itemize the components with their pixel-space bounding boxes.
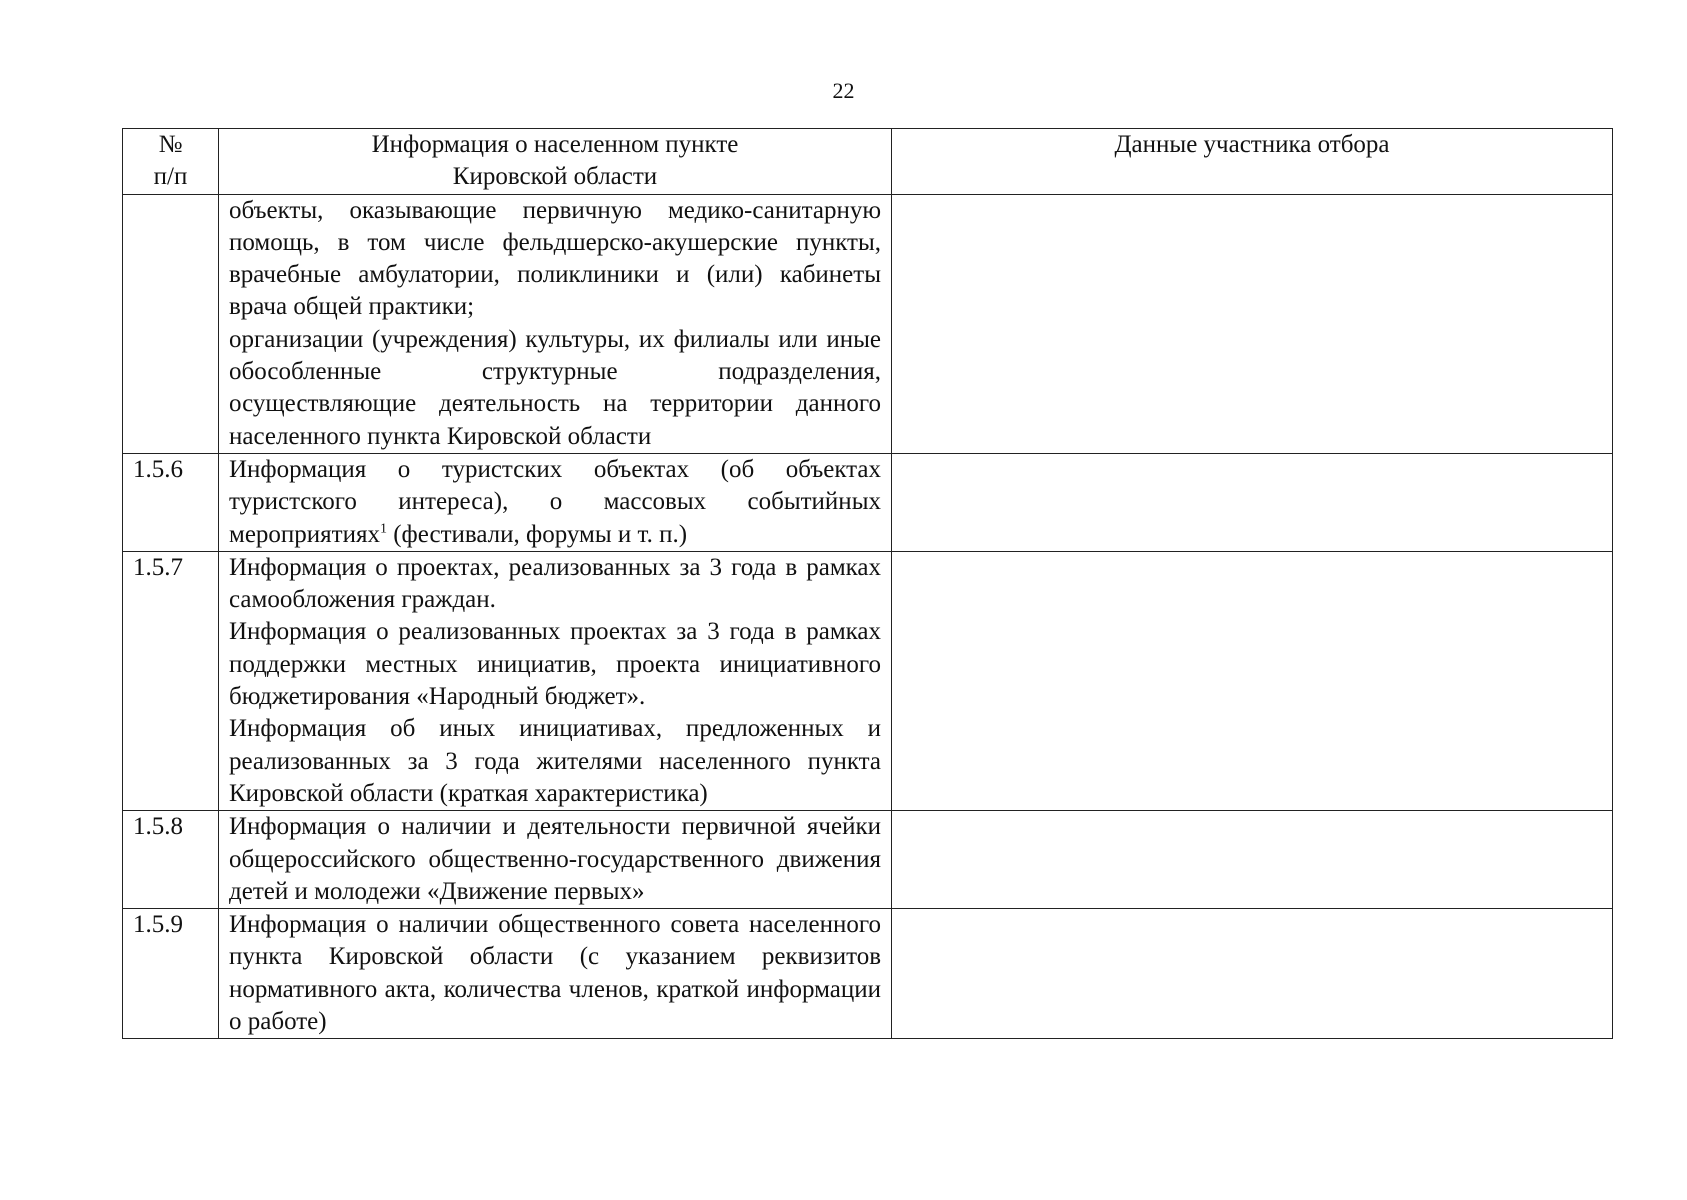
header-number bbox=[123, 129, 219, 195]
row-info-text: Информация о туристских объектах (об объектах туристского интереса), о массовых событийных мероприятиях bbox=[229, 455, 881, 548]
row-info-paragraph: Информация о наличии и деятельности первичной ячейки общероссийского общественно-государственного движения детей и молодежи «Движение первых» bbox=[229, 813, 881, 905]
participant-data-cell[interactable] bbox=[892, 453, 1613, 551]
row-info bbox=[219, 811, 892, 909]
row-number: 1.5.7 bbox=[123, 551, 219, 810]
table-row bbox=[123, 194, 1613, 453]
row-info-paragraph: организации (учреждения) культуры, их филиалы или иные обособленные структурные подразделения, осуществляющие деятельность на территории данного населенного пункта Кировской области bbox=[229, 325, 881, 450]
row-number bbox=[123, 194, 219, 453]
header-participant-data bbox=[892, 129, 1613, 195]
row-number: 1.5.8 bbox=[123, 811, 219, 909]
row-info bbox=[219, 909, 892, 1039]
table-row bbox=[123, 909, 1613, 1039]
row-info bbox=[219, 194, 892, 453]
table-header-row bbox=[123, 129, 1613, 195]
header-number-symbol: № bbox=[158, 131, 183, 158]
footnote-reference[interactable]: 1 bbox=[379, 521, 387, 537]
row-info bbox=[219, 551, 892, 810]
header-participant-data-label: Данные участника отбора bbox=[1114, 131, 1390, 158]
row-info-paragraph: Информация о проектах, реализованных за 3 года в рамках самообложения граждан. bbox=[229, 553, 881, 614]
row-info bbox=[219, 453, 892, 551]
participant-data-cell[interactable] bbox=[892, 194, 1613, 453]
header-settlement-info-line2: Кировской области bbox=[452, 163, 658, 191]
row-info-paragraph bbox=[229, 454, 881, 551]
row-number: 1.5.9 bbox=[123, 909, 219, 1039]
participant-data-cell[interactable] bbox=[892, 811, 1613, 909]
row-info-paragraph: объекты, оказывающие первичную медико-санитарную помощь, в том числе фельдшерско-акушерские пункты, врачебные амбулатории, поликлиники и (или) кабинеты врача общей практики; bbox=[229, 196, 881, 321]
row-number: 1.5.6 bbox=[123, 453, 219, 551]
row-info-text: (фестивали, форумы и т. п.) bbox=[386, 520, 688, 548]
participant-data-cell[interactable] bbox=[892, 909, 1613, 1039]
header-settlement-info bbox=[219, 129, 892, 195]
header-number-abbrev: п/п bbox=[153, 163, 188, 191]
table-row bbox=[123, 551, 1613, 810]
row-info-paragraph: Информация о реализованных проектах за 3 года в рамках поддержки местных инициатив, проекта инициативного бюджетирования «Народный бюджет». bbox=[229, 618, 881, 711]
participant-data-cell[interactable] bbox=[892, 551, 1613, 810]
table-row bbox=[123, 453, 1613, 551]
row-info-paragraph: Информация об иных инициативах, предложенных и реализованных за 3 года жителями населенного пункта Кировской области (краткая характеристика) bbox=[229, 715, 881, 807]
selection-info-table bbox=[122, 128, 1613, 1039]
header-settlement-info-line1: Информация о населенном пункте bbox=[371, 131, 739, 158]
row-info-paragraph: Информация о наличии общественного совета населенного пункта Кировской области (с указанием реквизитов нормативного акта, количества членов, краткой информации о работе) bbox=[229, 911, 881, 1036]
page-number: 22 bbox=[832, 78, 855, 103]
table-row bbox=[123, 811, 1613, 909]
